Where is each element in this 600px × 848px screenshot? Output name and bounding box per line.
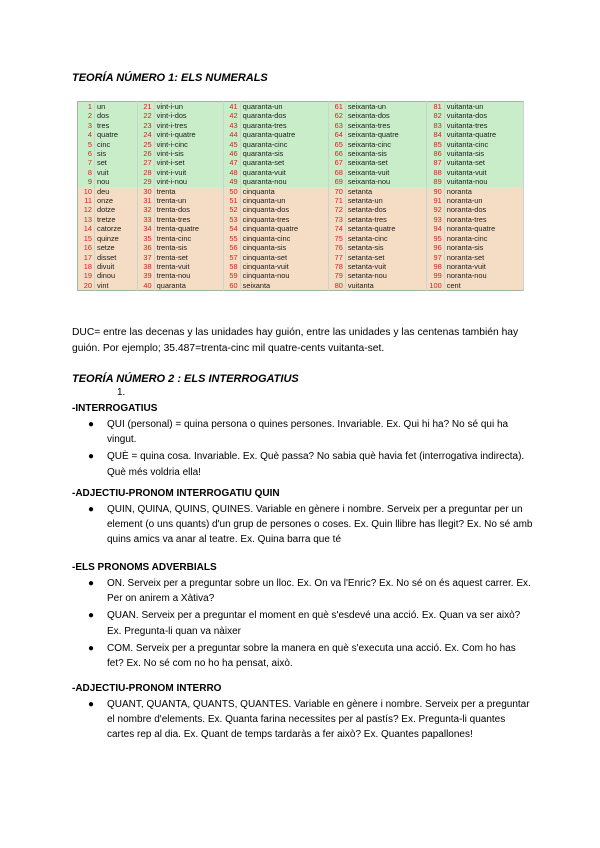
number-cell: 81 bbox=[427, 102, 444, 112]
number-cell: 96 bbox=[427, 243, 444, 252]
word-cell: cinquanta bbox=[240, 187, 328, 196]
number-cell: 79 bbox=[328, 271, 345, 280]
word-cell: vuitanta bbox=[345, 281, 427, 291]
table-row bbox=[78, 196, 524, 205]
number-cell: 88 bbox=[427, 168, 444, 177]
number-cell: 1 bbox=[78, 102, 95, 112]
number-cell: 83 bbox=[427, 121, 444, 130]
number-cell: 55 bbox=[223, 234, 240, 243]
number-cell: 52 bbox=[223, 205, 240, 214]
word-cell: setanta-vuit bbox=[345, 262, 427, 271]
number-cell: 59 bbox=[223, 271, 240, 280]
list-item-text: QUÈ = quina cosa. Invariable. Ex. Què passa? No sabia què havia fet (interrogativa indirecta). Què més voldria ella! bbox=[107, 451, 525, 478]
word-cell: seixanta bbox=[240, 281, 328, 291]
number-cell: 25 bbox=[137, 140, 154, 149]
number-cell: 49 bbox=[223, 177, 240, 186]
list-item bbox=[72, 417, 534, 447]
word-cell: setanta-set bbox=[345, 253, 427, 262]
section-list-quin bbox=[72, 502, 534, 550]
word-cell: trenta-vuit bbox=[154, 262, 223, 271]
table-row bbox=[78, 121, 524, 130]
number-cell: 73 bbox=[328, 215, 345, 224]
number-cell: 31 bbox=[137, 196, 154, 205]
number-cell: 32 bbox=[137, 205, 154, 214]
word-cell: trenta-nou bbox=[154, 271, 223, 280]
number-cell: 84 bbox=[427, 130, 444, 139]
number-cell: 64 bbox=[328, 130, 345, 139]
list-item-text: QUANT, QUANTA, QUANTS, QUANTES. Variable en gènere i nombre. Serveix per a preguntar el nombre d'elements. Ex. Quanta farina necessites per al pastís? Ex. Pregunta-li quantes cartes rep al dia. Ex. Quant de temps tardaràs a fer això? Ex. Quantes papallones! bbox=[107, 699, 530, 741]
number-cell: 89 bbox=[427, 177, 444, 186]
number-cell: 93 bbox=[427, 215, 444, 224]
word-cell: vuitanta-dos bbox=[444, 111, 523, 120]
word-cell: vint-i-dos bbox=[154, 111, 223, 120]
theory-2-title: TEORÍA NÚMERO 2 : ELS INTERROGATIUS bbox=[72, 373, 299, 385]
list-item bbox=[72, 697, 534, 743]
number-cell: 10 bbox=[78, 187, 95, 196]
word-cell: seixanta-dos bbox=[345, 111, 427, 120]
word-cell: setze bbox=[95, 243, 138, 252]
number-cell: 36 bbox=[137, 243, 154, 252]
number-cell: 3 bbox=[78, 121, 95, 130]
list-item-text: ON. Serveix per a preguntar sobre un lloc. Ex. On va l'Enric? Ex. No sé on és aquest carrer. Ex. Per on anirem a Xàtiva? bbox=[107, 578, 531, 605]
word-cell: dotze bbox=[95, 205, 138, 214]
word-cell: dinou bbox=[95, 271, 138, 280]
number-cell: 65 bbox=[328, 140, 345, 149]
number-cell: 8 bbox=[78, 168, 95, 177]
number-cell: 94 bbox=[427, 224, 444, 233]
word-cell: vuitanta-tres bbox=[444, 121, 523, 130]
word-cell: trenta-cinc bbox=[154, 234, 223, 243]
word-cell: vint-i-tres bbox=[154, 121, 223, 130]
word-cell: un bbox=[95, 102, 138, 112]
word-cell: quaranta-sis bbox=[240, 149, 328, 158]
number-cell: 15 bbox=[78, 234, 95, 243]
word-cell: dos bbox=[95, 111, 138, 120]
number-cell: 23 bbox=[137, 121, 154, 130]
word-cell: seixanta-vuit bbox=[345, 168, 427, 177]
number-cell: 24 bbox=[137, 130, 154, 139]
section-title-interrogatius: -INTERROGATIUS bbox=[72, 403, 158, 414]
word-cell: noranta-dos bbox=[444, 205, 523, 214]
number-cell: 66 bbox=[328, 149, 345, 158]
number-cell: 47 bbox=[223, 158, 240, 167]
word-cell: setanta bbox=[345, 187, 427, 196]
number-cell: 85 bbox=[427, 140, 444, 149]
bullet-icon: ● bbox=[88, 578, 95, 589]
table-row bbox=[78, 271, 524, 280]
number-cell: 34 bbox=[137, 224, 154, 233]
table-row bbox=[78, 243, 524, 252]
table-row bbox=[78, 224, 524, 233]
word-cell: cinquanta-un bbox=[240, 196, 328, 205]
number-cell: 35 bbox=[137, 234, 154, 243]
number-cell: 82 bbox=[427, 111, 444, 120]
table-row bbox=[78, 281, 524, 291]
number-cell: 92 bbox=[427, 205, 444, 214]
number-cell: 46 bbox=[223, 149, 240, 158]
word-cell: nou bbox=[95, 177, 138, 186]
number-cell: 74 bbox=[328, 224, 345, 233]
word-cell: cent bbox=[444, 281, 523, 291]
number-cell: 56 bbox=[223, 243, 240, 252]
word-cell: cinc bbox=[95, 140, 138, 149]
number-cell: 12 bbox=[78, 205, 95, 214]
theory-1-title: TEORÍA NÚMERO 1: ELS NUMERALS bbox=[72, 72, 268, 84]
word-cell: catorze bbox=[95, 224, 138, 233]
word-cell: noranta-quatre bbox=[444, 224, 523, 233]
word-cell: vuitanta-sis bbox=[444, 149, 523, 158]
word-cell: quinze bbox=[95, 234, 138, 243]
number-cell: 99 bbox=[427, 271, 444, 280]
number-cell: 95 bbox=[427, 234, 444, 243]
table-row bbox=[78, 102, 524, 112]
word-cell: setanta-quatre bbox=[345, 224, 427, 233]
word-cell: quaranta-set bbox=[240, 158, 328, 167]
list-item bbox=[72, 502, 534, 548]
number-cell: 68 bbox=[328, 168, 345, 177]
number-cell: 75 bbox=[328, 234, 345, 243]
word-cell: setanta-nou bbox=[345, 271, 427, 280]
number-cell: 5 bbox=[78, 140, 95, 149]
table-row bbox=[78, 140, 524, 149]
word-cell: vint bbox=[95, 281, 138, 291]
word-cell: quatre bbox=[95, 130, 138, 139]
word-cell: seixanta-sis bbox=[345, 149, 427, 158]
word-cell: onze bbox=[95, 196, 138, 205]
table-row bbox=[78, 111, 524, 120]
word-cell: vint-i-sis bbox=[154, 149, 223, 158]
word-cell: noranta-sis bbox=[444, 243, 523, 252]
word-cell: quaranta-vuit bbox=[240, 168, 328, 177]
word-cell: deu bbox=[95, 187, 138, 196]
table-row bbox=[78, 262, 524, 271]
list-item bbox=[72, 449, 534, 479]
word-cell: seixanta-tres bbox=[345, 121, 427, 130]
number-cell: 48 bbox=[223, 168, 240, 177]
number-cell: 9 bbox=[78, 177, 95, 186]
word-cell: quaranta-nou bbox=[240, 177, 328, 186]
table-row bbox=[78, 253, 524, 262]
number-cell: 18 bbox=[78, 262, 95, 271]
word-cell: vuitanta-nou bbox=[444, 177, 523, 186]
duc-explanation: DUC= entre las decenas y las unidades hay guión, entre las unidades y las centenas también hay guión. Por ejemplo; 35.487=trenta-cinc mil quatre-cents vuitanta-set. bbox=[72, 327, 519, 354]
word-cell: noranta-tres bbox=[444, 215, 523, 224]
section-title-pronoms-adverbials: -ELS PRONOMS ADVERBIALS bbox=[72, 562, 217, 573]
word-cell: noranta-cinc bbox=[444, 234, 523, 243]
word-cell: noranta-nou bbox=[444, 271, 523, 280]
number-cell: 70 bbox=[328, 187, 345, 196]
word-cell: cinquanta-dos bbox=[240, 205, 328, 214]
word-cell: setanta-un bbox=[345, 196, 427, 205]
number-cell: 90 bbox=[427, 187, 444, 196]
word-cell: cinquanta-cinc bbox=[240, 234, 328, 243]
word-cell: vint-i-nou bbox=[154, 177, 223, 186]
number-cell: 37 bbox=[137, 253, 154, 262]
bullet-icon: ● bbox=[88, 642, 95, 654]
word-cell: cinquanta-nou bbox=[240, 271, 328, 280]
number-cell: 71 bbox=[328, 196, 345, 205]
word-cell: seixanta-nou bbox=[345, 177, 427, 186]
word-cell: vint-i-vuit bbox=[154, 168, 223, 177]
word-cell: trenta-quatre bbox=[154, 224, 223, 233]
list-item-text: QUI (personal) = quina persona o quines persones. Invariable. Ex. Qui hi ha? No sé qui ha vingut. bbox=[107, 419, 509, 446]
number-cell: 29 bbox=[137, 177, 154, 186]
table-row bbox=[78, 215, 524, 224]
word-cell: setanta-dos bbox=[345, 205, 427, 214]
word-cell: trenta-set bbox=[154, 253, 223, 262]
number-cell: 41 bbox=[223, 102, 240, 112]
number-cell: 78 bbox=[328, 262, 345, 271]
number-cell: 43 bbox=[223, 121, 240, 130]
number-cell: 51 bbox=[223, 196, 240, 205]
number-cell: 80 bbox=[328, 281, 345, 291]
word-cell: vint-i-set bbox=[154, 158, 223, 167]
number-cell: 57 bbox=[223, 253, 240, 262]
table-row bbox=[78, 187, 524, 196]
bullet-icon: ● bbox=[88, 699, 95, 710]
word-cell: trenta bbox=[154, 187, 223, 196]
number-cell: 33 bbox=[137, 215, 154, 224]
bullet-icon: ● bbox=[88, 504, 95, 515]
word-cell: vint-i-un bbox=[154, 102, 223, 112]
table-row bbox=[78, 168, 524, 177]
number-cell: 97 bbox=[427, 253, 444, 262]
numerals-table bbox=[77, 101, 524, 291]
word-cell: noranta-vuit bbox=[444, 262, 523, 271]
word-cell: trenta-un bbox=[154, 196, 223, 205]
word-cell: trenta-sis bbox=[154, 243, 223, 252]
word-cell: disset bbox=[95, 253, 138, 262]
word-cell: cinquanta-tres bbox=[240, 215, 328, 224]
word-cell: vuitanta-vuit bbox=[444, 168, 523, 177]
word-cell: vuitanta-cinc bbox=[444, 140, 523, 149]
number-cell: 53 bbox=[223, 215, 240, 224]
number-cell: 26 bbox=[137, 149, 154, 158]
number-cell: 22 bbox=[137, 111, 154, 120]
word-cell: quaranta-dos bbox=[240, 111, 328, 120]
word-cell: quaranta-tres bbox=[240, 121, 328, 130]
word-cell: cinquanta-vuit bbox=[240, 262, 328, 271]
list-marker: 1. bbox=[117, 387, 126, 398]
table-row bbox=[78, 205, 524, 214]
list-item bbox=[72, 576, 534, 606]
bullet-icon: ● bbox=[88, 451, 95, 463]
word-cell: cinquanta-sis bbox=[240, 243, 328, 252]
number-cell: 98 bbox=[427, 262, 444, 271]
table-row bbox=[78, 130, 524, 139]
number-cell: 63 bbox=[328, 121, 345, 130]
word-cell: vuitanta-set bbox=[444, 158, 523, 167]
word-cell: cinquanta-quatre bbox=[240, 224, 328, 233]
word-cell: quaranta-un bbox=[240, 102, 328, 112]
number-cell: 30 bbox=[137, 187, 154, 196]
number-cell: 44 bbox=[223, 130, 240, 139]
number-cell: 86 bbox=[427, 149, 444, 158]
word-cell: setanta-cinc bbox=[345, 234, 427, 243]
word-cell: quaranta-cinc bbox=[240, 140, 328, 149]
number-cell: 13 bbox=[78, 215, 95, 224]
word-cell: seixanta-quatre bbox=[345, 130, 427, 139]
word-cell: noranta-set bbox=[444, 253, 523, 262]
word-cell: seixanta-un bbox=[345, 102, 427, 112]
word-cell: seixanta-set bbox=[345, 158, 427, 167]
section-list-interrogatius bbox=[72, 417, 534, 482]
word-cell: vint-i-quatre bbox=[154, 130, 223, 139]
number-cell: 100 bbox=[427, 281, 444, 291]
list-item-text: QUIN, QUINA, QUINS, QUINES. Variable en gènere i nombre. Serveix per a preguntar per un element (o uns quants) d'un grup de persones o coses. Ex. Quin llibre has llegit? Ex. No sé amb quins amics va anar al teatre. Ex. Quina barra que té bbox=[107, 504, 533, 546]
number-cell: 72 bbox=[328, 205, 345, 214]
bullet-icon: ● bbox=[88, 610, 95, 622]
number-cell: 69 bbox=[328, 177, 345, 186]
word-cell: quaranta bbox=[154, 281, 223, 291]
section-list-pronoms-adverbials bbox=[72, 576, 534, 673]
number-cell: 50 bbox=[223, 187, 240, 196]
number-cell: 7 bbox=[78, 158, 95, 167]
number-cell: 54 bbox=[223, 224, 240, 233]
number-cell: 45 bbox=[223, 140, 240, 149]
word-cell: set bbox=[95, 158, 138, 167]
number-cell: 21 bbox=[137, 102, 154, 112]
number-cell: 42 bbox=[223, 111, 240, 120]
number-cell: 16 bbox=[78, 243, 95, 252]
number-cell: 27 bbox=[137, 158, 154, 167]
table-row bbox=[78, 158, 524, 167]
word-cell: vint-i-cinc bbox=[154, 140, 223, 149]
list-item bbox=[72, 641, 534, 671]
word-cell: vuitanta-un bbox=[444, 102, 523, 112]
bullet-icon: ● bbox=[88, 419, 95, 430]
word-cell: trenta-dos bbox=[154, 205, 223, 214]
number-cell: 20 bbox=[78, 281, 95, 291]
number-cell: 60 bbox=[223, 281, 240, 291]
number-cell: 11 bbox=[78, 196, 95, 205]
word-cell: quaranta-quatre bbox=[240, 130, 328, 139]
list-item-text: QUAN. Serveix per a preguntar el moment en què s'esdevé una acció. Ex. Quan va ser això? Ex. Pregunta-li quan va nàixer bbox=[107, 610, 521, 637]
section-title-quin: -ADJECTIU-PRONOM INTERROGATIU QUIN bbox=[72, 488, 280, 499]
table-row bbox=[78, 177, 524, 186]
number-cell: 6 bbox=[78, 149, 95, 158]
number-cell: 77 bbox=[328, 253, 345, 262]
word-cell: noranta bbox=[444, 187, 523, 196]
list-item-text: COM. Serveix per a preguntar sobre la manera en què s'executa una acció. Ex. Com ho has fet? Ex. No sé com no ho ha pensat, això. bbox=[107, 642, 516, 670]
number-cell: 62 bbox=[328, 111, 345, 120]
number-cell: 91 bbox=[427, 196, 444, 205]
word-cell: noranta-un bbox=[444, 196, 523, 205]
section-title-quant: -ADJECTIU-PRONOM INTERRO bbox=[72, 683, 222, 694]
word-cell: trenta-tres bbox=[154, 215, 223, 224]
section-list-quant bbox=[72, 697, 534, 745]
number-cell: 39 bbox=[137, 271, 154, 280]
word-cell: tres bbox=[95, 121, 138, 130]
number-cell: 4 bbox=[78, 130, 95, 139]
word-cell: setanta-sis bbox=[345, 243, 427, 252]
word-cell: tretze bbox=[95, 215, 138, 224]
number-cell: 38 bbox=[137, 262, 154, 271]
list-item bbox=[72, 608, 534, 638]
number-cell: 58 bbox=[223, 262, 240, 271]
word-cell: sis bbox=[95, 149, 138, 158]
number-cell: 17 bbox=[78, 253, 95, 262]
number-cell: 14 bbox=[78, 224, 95, 233]
number-cell: 19 bbox=[78, 271, 95, 280]
word-cell: vuitanta-quatre bbox=[444, 130, 523, 139]
word-cell: setanta-tres bbox=[345, 215, 427, 224]
number-cell: 40 bbox=[137, 281, 154, 291]
number-cell: 67 bbox=[328, 158, 345, 167]
word-cell: cinquanta-set bbox=[240, 253, 328, 262]
number-cell: 87 bbox=[427, 158, 444, 167]
table-row bbox=[78, 234, 524, 243]
number-cell: 76 bbox=[328, 243, 345, 252]
number-cell: 2 bbox=[78, 111, 95, 120]
table-row bbox=[78, 149, 524, 158]
number-cell: 28 bbox=[137, 168, 154, 177]
word-cell: vuit bbox=[95, 168, 138, 177]
word-cell: seixanta-cinc bbox=[345, 140, 427, 149]
word-cell: divuit bbox=[95, 262, 138, 271]
number-cell: 61 bbox=[328, 102, 345, 112]
